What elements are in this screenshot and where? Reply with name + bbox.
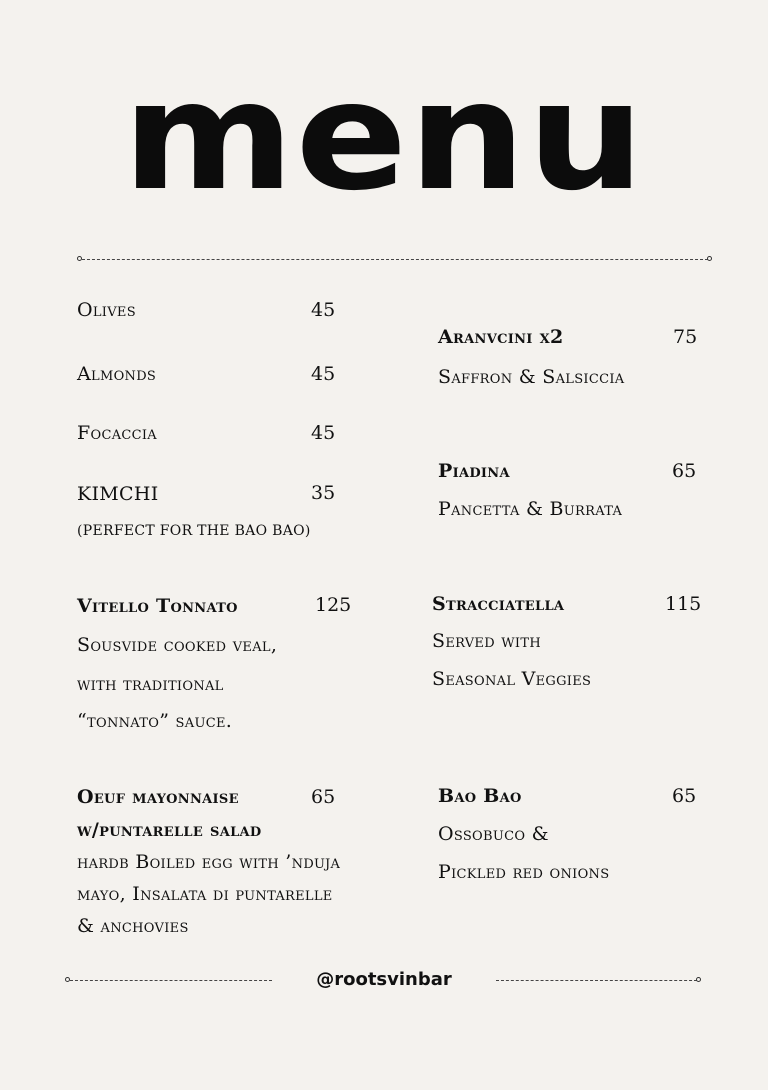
item-price-almonds: 45: [311, 363, 336, 385]
item-desc-line: mayo, Insalata di puntarelle: [77, 883, 333, 905]
item-price-aranvcini: 75: [673, 326, 698, 348]
divider-end-dot: [696, 977, 701, 982]
item-name-vitello-tonnato: Vitello Tonnato: [77, 595, 238, 617]
item-desc-line: Served with: [432, 630, 541, 652]
item-name-almonds: Almonds: [77, 363, 157, 385]
item-price-olives: 45: [311, 299, 336, 321]
item-price-piadina: 65: [672, 460, 697, 482]
item-name-aranvcini: Aranvcini x2: [438, 326, 564, 348]
top-divider: [82, 259, 708, 260]
item-name-piadina: Piadina: [438, 460, 510, 482]
item-desc-line: Pickled red onions: [438, 861, 610, 883]
item-name-stracciatella: Stracciatella: [432, 593, 565, 615]
item-desc-line: Ossobuco &: [438, 823, 549, 845]
item-name-olives: Olives: [77, 299, 136, 321]
item-desc-aranvcini: Saffron & Salsiccia: [438, 366, 625, 388]
menu-title: menu: [122, 50, 646, 224]
item-name-kimchi: KIMCHI: [77, 483, 159, 505]
item-price-focaccia: 45: [311, 422, 336, 444]
item-price-bao-bao: 65: [672, 785, 697, 807]
item-desc-piadina: Pancetta & Burrata: [438, 498, 623, 520]
item-desc-line: Sousvide cooked veal,: [77, 634, 278, 656]
footer-divider-right: [496, 980, 697, 981]
item-name-focaccia: Focaccia: [77, 422, 157, 444]
item-price-oeuf-mayonnaise: 65: [311, 786, 336, 808]
social-handle[interactable]: @rootsvinbar: [316, 969, 452, 990]
item-name-oeuf-mayonnaise: Oeuf mayonnaise: [77, 786, 239, 808]
item-price-stracciatella: 115: [665, 593, 702, 615]
item-name-oeuf-line2: w/puntarelle salad: [77, 819, 262, 841]
divider-end-dot: [707, 256, 712, 261]
item-price-kimchi: 35: [311, 482, 336, 504]
item-desc-line: with traditional: [77, 673, 224, 695]
item-desc-line: “tonnato” sauce.: [77, 710, 233, 732]
item-name-bao-bao: Bao Bao: [438, 785, 522, 807]
item-desc-line: hardb Boiled egg with ’nduja: [77, 851, 341, 873]
item-desc-line: & anchovies: [77, 915, 189, 937]
item-note-kimchi: (PERFECT FOR THE BAO BAO): [77, 523, 311, 539]
item-price-vitello-tonnato: 125: [315, 594, 352, 616]
item-desc-line: Seasonal Veggies: [432, 668, 592, 690]
